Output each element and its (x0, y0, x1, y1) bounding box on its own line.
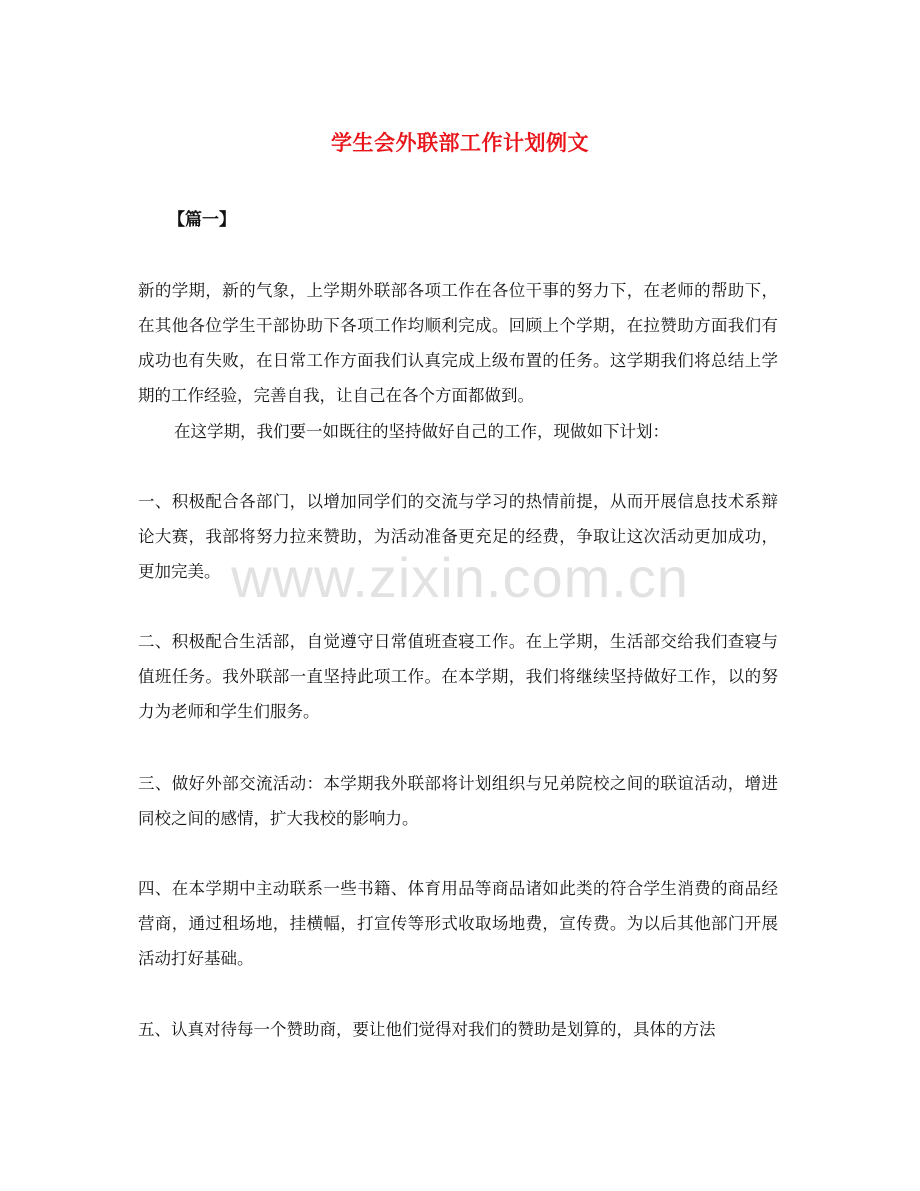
watermark: www.zixin.com.cn (231, 546, 689, 609)
document-title: 学生会外联部工作计划例文 (331, 130, 589, 155)
section-label: 【篇一】 (168, 210, 236, 230)
paragraph-item-1: 一、积极配合各部门，以增加同学们的交流与学习的热情前提，从而开展信息技术系辩论大赛，我部将努力拉来赞助，为活动准备更充足的经费，争取让这次活动更加成功，更加完美。 (138, 492, 778, 581)
paragraph-intro: 新的学期，新的气象，上学期外联部各项工作在各位干事的努力下，在老师的帮助下，在其他各位学生干部协助下各项工作均顺利完成。回顾上个学期，在拉赞助方面我们有成功也有失败，在日常工作方面我们认真完成上级布置的任务。这学期我们将总结上学期的工作经验，完善自我，让自己在各个方面都做到。 (138, 281, 778, 405)
paragraph-plan-lead: 在这学期，我们要一如既往的坚持做好自己的工作，现做如下计划： (174, 422, 669, 441)
paragraph-item-5: 五、认真对待每一个赞助商，要让他们觉得对我们的赞助是划算的，具体的方法 (138, 1020, 716, 1039)
paragraph-item-2: 二、积极配合生活部，自觉遵守日常值班查寝工作。在上学期，生活部交给我们查寝与值班任务。我外联部一直坚持此项工作。在本学期，我们将继续坚持做好工作，以的努力为老师和学生们服务。 (138, 632, 778, 721)
paragraph-item-3: 三、做好外部交流活动：本学期我外联部将计划组织与兄弟院校之间的联谊活动，增进同校之间的感情，扩大我校的影响力。 (138, 774, 778, 828)
paragraph-item-4: 四、在本学期中主动联系一些书籍、体育用品等商品诸如此类的符合学生消费的商品经营商，通过租场地，挂横幅，打宣传等形式收取场地费，宣传费。为以后其他部门开展活动打好基础。 (138, 879, 778, 968)
